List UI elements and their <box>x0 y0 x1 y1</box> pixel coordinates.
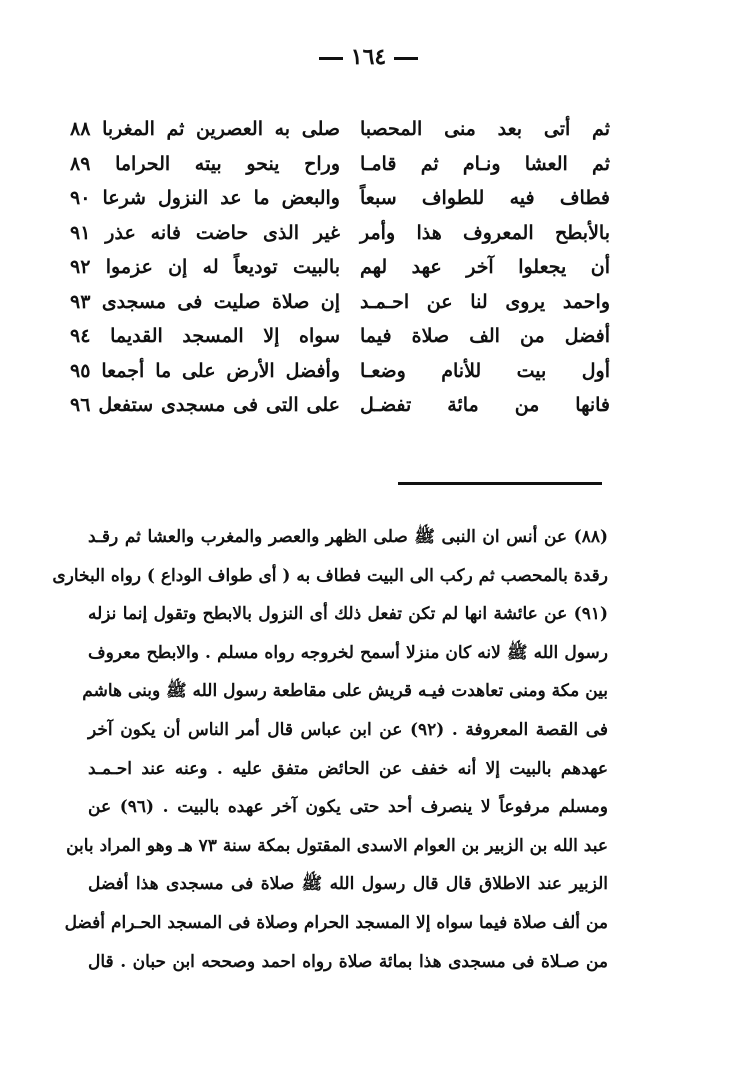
footnote-line: فى القصة المعروفة . (٩٢) عن ابن عباس قال أمر الناس أن يكون آخر <box>88 719 608 740</box>
verse-second-text: على التى فى مسجدى ستفعل <box>98 394 340 417</box>
verse-second-text: غير الذى حاضت فانه عذر <box>105 221 340 244</box>
verse-second-hemistich <box>70 256 340 278</box>
verse-second-text: صلى به العصرين ثم المغربا <box>102 118 340 141</box>
footnote-line: رقدة بالمحصب ثم ركب الى البيت فطاف به ( أى طواف الوداع ) رواه البخارى <box>52 565 608 586</box>
verse-first-hemistich: أن يجعلوا آخر عهد لهم <box>360 256 610 279</box>
page-number <box>0 44 737 70</box>
footnote-line: بين مكة ومنى تعاهدت فيـه قريش على مقاطعة رسول الله ﷺ وبنى هاشم <box>82 681 608 702</box>
verse <box>70 147 610 182</box>
verse-number: ٨٨ <box>70 118 91 141</box>
verse-first-hemistich: فطاف فيه للطواف سبعاً <box>360 187 610 210</box>
page-number-dash-left <box>319 57 343 60</box>
verse-first-hemistich: أفضل من الف صلاة فيما <box>360 325 610 348</box>
verse-second-hemistich <box>70 153 340 175</box>
verse-first-hemistich: ثم العشا ونـام ثم قامـا <box>360 152 610 175</box>
verse-second-text: سواه إلا المسجد القديما <box>110 325 340 348</box>
verse-second-text: إن صلاة صليت فى مسجدى <box>101 290 340 313</box>
verse-second-hemistich <box>70 394 340 416</box>
verse-first-hemistich: واحمد يروى لنا عن احـمـد <box>360 290 610 313</box>
verse-second-hemistich <box>70 187 340 209</box>
verse <box>70 250 610 285</box>
verse-second-text: وراح ينحو بيته الحراما <box>115 152 341 175</box>
poem <box>70 112 610 423</box>
footnote-line: رسول الله ﷺ لانه كان منزلا أسمح لخروجه رواه مسلم . والابطح معروف <box>88 642 608 663</box>
verse-number: ٩٥ <box>70 359 91 382</box>
verse-second-hemistich <box>70 291 340 313</box>
verse-second-text: والبعض ما عد النزول شرعا <box>102 187 340 210</box>
verse <box>70 388 610 423</box>
footnotes <box>52 518 608 981</box>
verse-number: ٩٣ <box>70 290 91 313</box>
footnote-line: ومسلم مرفوعاً لا ينصرف أحد حتى يكون آخر عهده بالبيت . (٩٦) عن <box>88 797 608 818</box>
footnote-line: (٨٨) عن أنس ان النبى ﷺ صلى الظهر والعصر والمغرب والعشا ثم رقـد <box>88 527 608 547</box>
verse-second-hemistich <box>70 360 340 382</box>
footnote-line: (٩١) عن عائشة انها لم تكن تفعل ذلك أى النزول بالابطح وتقول إنما نزله <box>88 604 608 625</box>
footnote-line: من صـلاة فى مسجدى هذا بمائة صلاة رواه احمد وصححه ابن حبان . قال <box>88 951 608 972</box>
verse-number: ٨٩ <box>70 152 91 175</box>
verse <box>70 285 610 320</box>
verse-second-hemistich <box>70 222 340 244</box>
verse <box>70 181 610 216</box>
verse-second-hemistich <box>70 118 340 140</box>
verse-first-hemistich: ثم أتى بعد منى المحصبا <box>360 118 610 141</box>
footnote-line: من ألف صلاة فيما سواه إلا المسجد الحرام وصلاة فى المسجد الحـرام أفضل <box>64 912 608 933</box>
verse-second-text: وأفضل الأرض على ما أجمعا <box>101 359 340 382</box>
page-number-text: ١٦٤ <box>350 44 387 70</box>
footnote-line: عبد الله بن الزبير بن العوام الاسدى المقتول بمكة سنة ٧٣ هـ وهو المراد بابن <box>66 835 608 856</box>
verse-second-hemistich <box>70 325 340 347</box>
verse-first-hemistich: فانها من مائة تفضـل <box>360 394 610 417</box>
page-number-dash-right <box>394 57 418 60</box>
verse-first-hemistich: بالأبطح المعروف هذا وأمر <box>360 221 610 244</box>
verse-number: ٩٦ <box>70 394 91 417</box>
section-divider <box>398 482 602 485</box>
verse <box>70 354 610 389</box>
verse <box>70 319 610 354</box>
verse-number: ٩٢ <box>70 256 91 279</box>
footnote-line: الزبير عند الاطلاق قال قال رسول الله ﷺ صلاة فى مسجدى هذا أفضل <box>88 874 608 895</box>
footnote-line: عهدهم بالبيت إلا أنه خفف عن الحائض متفق عليه . وعنه عند احـمـد <box>88 758 608 779</box>
verse-first-hemistich: أول بيت للأنام وضعـا <box>360 359 610 382</box>
verse <box>70 112 610 147</box>
verse <box>70 216 610 251</box>
verse-number: ٩٤ <box>70 325 91 348</box>
verse-number: ٩٠ <box>70 187 91 210</box>
verse-number: ٩١ <box>70 221 91 244</box>
verse-second-text: بالبيت توديعاً له إن عزموا <box>105 256 340 279</box>
